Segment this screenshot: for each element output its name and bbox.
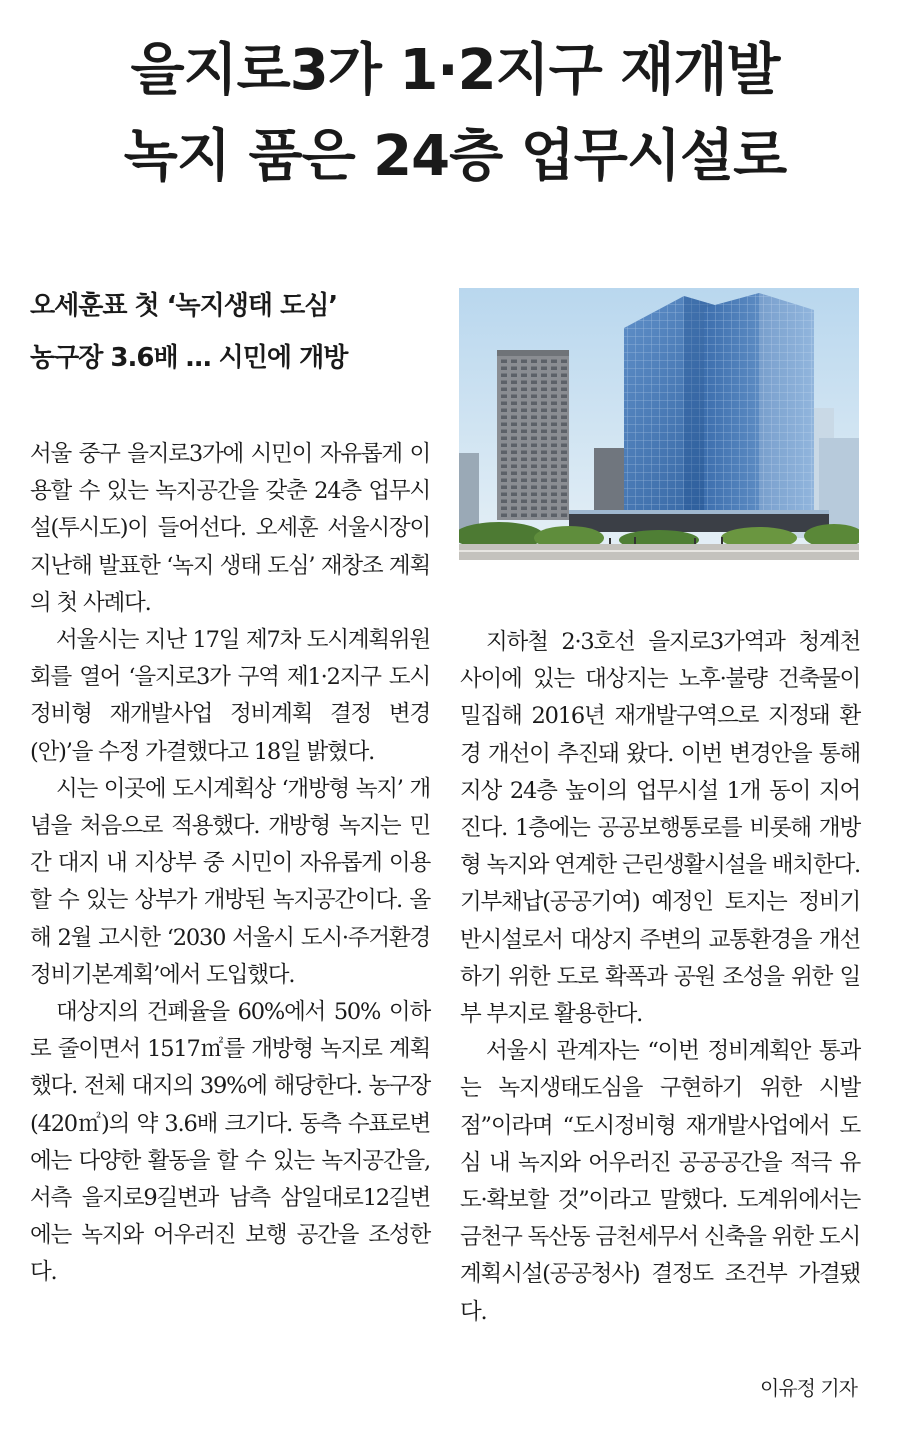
body-paragraph: 서울시는 지난 17일 제7차 도시계획위원회를 열어 ‘을지로3가 구역 제1·2지구 도시정비형 재개발사업 정비계획 결정 변경(안)’을 수정 가결했다고 18일 밝혔다.: [30, 627, 430, 765]
headline: [40, 28, 870, 200]
body-paragraph: 서울 중구 을지로3가에 시민이 자유롭게 이용할 수 있는 녹지공간을 갖춘 24층 업무시설(투시도)이 들어선다. 오세훈 서울시장이 지난해 발표한 ‘녹지 생태 도심’ 재창조 계획의 첫 사례다.: [30, 441, 430, 616]
article-column-left: [30, 436, 430, 1292]
body-paragraph: 시는 이곳에 도시계획상 ‘개방형 녹지’ 개념을 처음으로 적용했다. 개방형 녹지는 민간 대지 내 지상부 중 시민이 자유롭게 이용할 수 있는 상부가 개방된 녹지공간이다. 올해 2월 고시한 ‘2030 서울시 도시·주거환경정비기본계획’에서 도입했다.: [30, 775, 430, 988]
body-paragraph: 서울시 관계자는 “이번 정비계획안 통과는 녹지생태도심을 구현하기 위한 시발점”이라며 “도시정비형 재개발사업에서 도심 내 녹지와 어우러진 공공공간을 적극 유도·확보할 것”이라고 말했다. 도계위에서는 금천구 독산동 금천세무서 신축을 위한 도시계획시설(공공청사) 결정도 조건부 가결됐다.: [460, 1038, 860, 1325]
headline-line-1: 을지로3가 1·2지구 재개발: [130, 38, 780, 103]
subheadline-line-2: 농구장 3.6배 … 시민에 개방: [30, 343, 348, 373]
subheadline: [30, 280, 430, 384]
headline-line-2: 녹지 품은 24층 업무시설로: [123, 124, 787, 189]
byline: 이유정 기자: [760, 1376, 857, 1400]
body-paragraph: 대상지의 건폐율을 60%에서 50% 이하로 줄이면서 1517㎡를 개방형 녹지로 계획했다. 전체 대지의 39%에 해당한다. 농구장(420㎡)의 약 3.6배 크기다. 동측 수표로변에는 다양한 활동을 할 수 있는 녹지공간을, 서측 을지로9길변과 남측 삼일대로12길변에는 녹지와 어우러진 보행 공간을 조성한다.: [30, 999, 430, 1286]
article-column-right: [460, 624, 860, 1331]
body-paragraph: 지하철 2·3호선 을지로3가역과 청계천 사이에 있는 대상지는 노후·불량 건축물이 밀집해 2016년 재개발구역으로 지정돼 환경 개선이 추진돼 왔다. 이번 변경안을 통해 지상 24층 높이의 업무시설 1개 동이 지어진다. 1층에는 공공보행통로를 비롯해 개방형 녹지와 연계한 근린생활시설을 배치한다. 기부채납(공공기여) 예정인 토지는 정비기반시설로서 대상지 주변의 교통환경을 개선하기 위한 도로 확폭과 공원 조성을 위한 일부 부지로 활용한다.: [460, 629, 860, 1028]
building-rendering-photo: [459, 288, 859, 560]
subheadline-line-1: 오세훈표 첫 ‘녹지생태 도심’: [30, 291, 338, 321]
